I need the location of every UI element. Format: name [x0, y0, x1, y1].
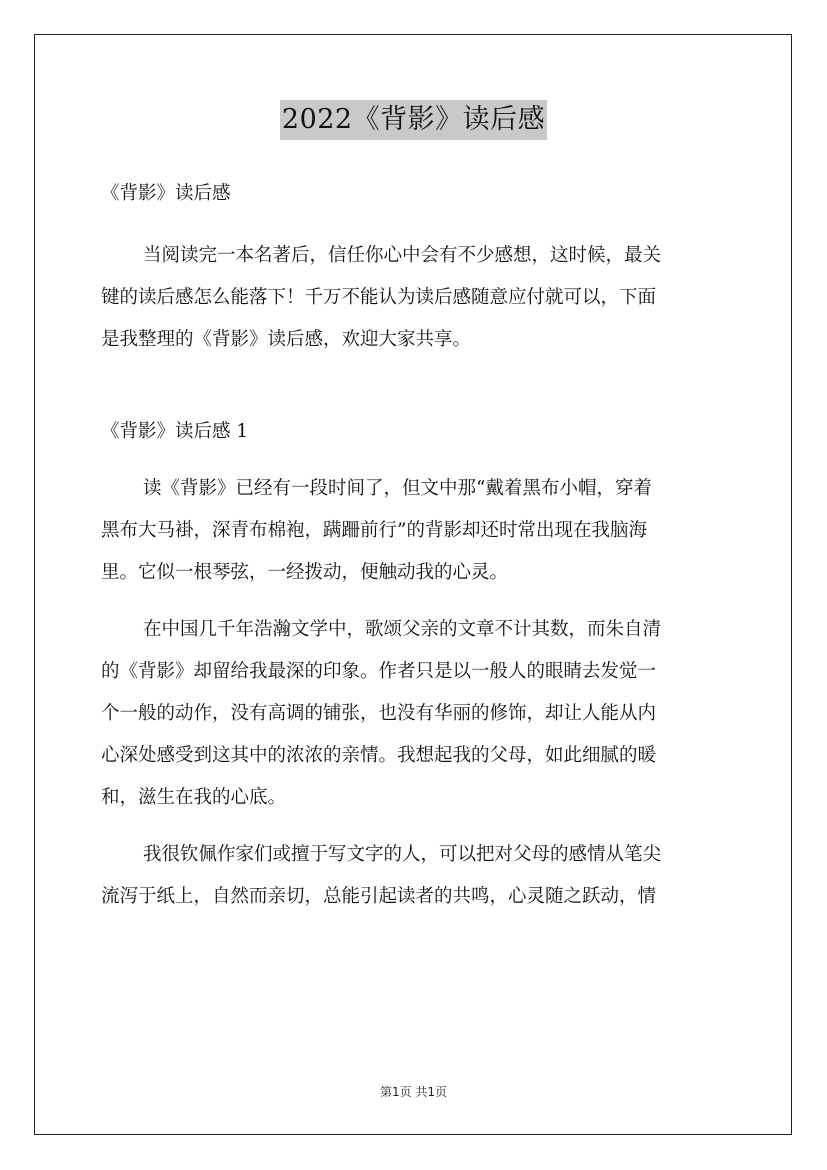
paragraph-1 — [101, 468, 729, 594]
section-heading: 《背影》读后感 1 — [101, 421, 249, 442]
text-line: 黑布大马褂，深青布棉袍，蹒跚前行”的背影却还时常出现在我脑海 — [101, 520, 647, 541]
text-line: 是我整理的《背影》读后感，欢迎大家共享。 — [101, 329, 472, 350]
intro-paragraph — [101, 235, 729, 361]
document-title: 2022《背影》读后感 — [280, 100, 547, 140]
intro-heading: 《背影》读后感 — [101, 183, 231, 204]
text-line: 里。它似一根琴弦，一经拨动，便触动我的心灵。 — [101, 562, 509, 583]
text-line: 心深处感受到这其中的浓浓的亲情。我想起我的父母，如此细腻的暖 — [101, 745, 657, 766]
text-line: 个一般的动作，没有高调的铺张，也没有华丽的修饰，却让人能从内 — [101, 703, 657, 724]
text-line: 的《背影》却留给我最深的印象。作者只是以一般人的眼睛去发觉一 — [101, 661, 657, 682]
text-line: 在中国几千年浩瀚文学中，歌颂父亲的文章不计其数，而朱自清 — [143, 619, 662, 640]
text-line: 和，滋生在我的心底。 — [101, 787, 287, 808]
paragraph-3 — [101, 834, 729, 918]
page-footer — [0, 1083, 827, 1100]
title-area — [0, 100, 827, 140]
text-line: 读《背影》已经有一段时间了，但文中那“戴着黑布小帽，穿着 — [143, 478, 652, 499]
text-line: 流泻于纸上，自然而亲切，总能引起读者的共鸣，心灵随之跃动，情 — [101, 886, 657, 907]
text-line: 当阅读完一本名著后，信任你心中会有不少感想，这时候，最关 — [143, 245, 662, 266]
page-number: 第1页 共1页 — [379, 1085, 448, 1099]
paragraph-2 — [101, 609, 729, 819]
text-line: 我很钦佩作家们或擅于写文字的人，可以把对父母的感情从笔尖 — [143, 844, 662, 865]
document-body — [101, 173, 729, 918]
text-line: 键的读后感怎么能落下！千万不能认为读后感随意应付就可以，下面 — [101, 287, 657, 308]
